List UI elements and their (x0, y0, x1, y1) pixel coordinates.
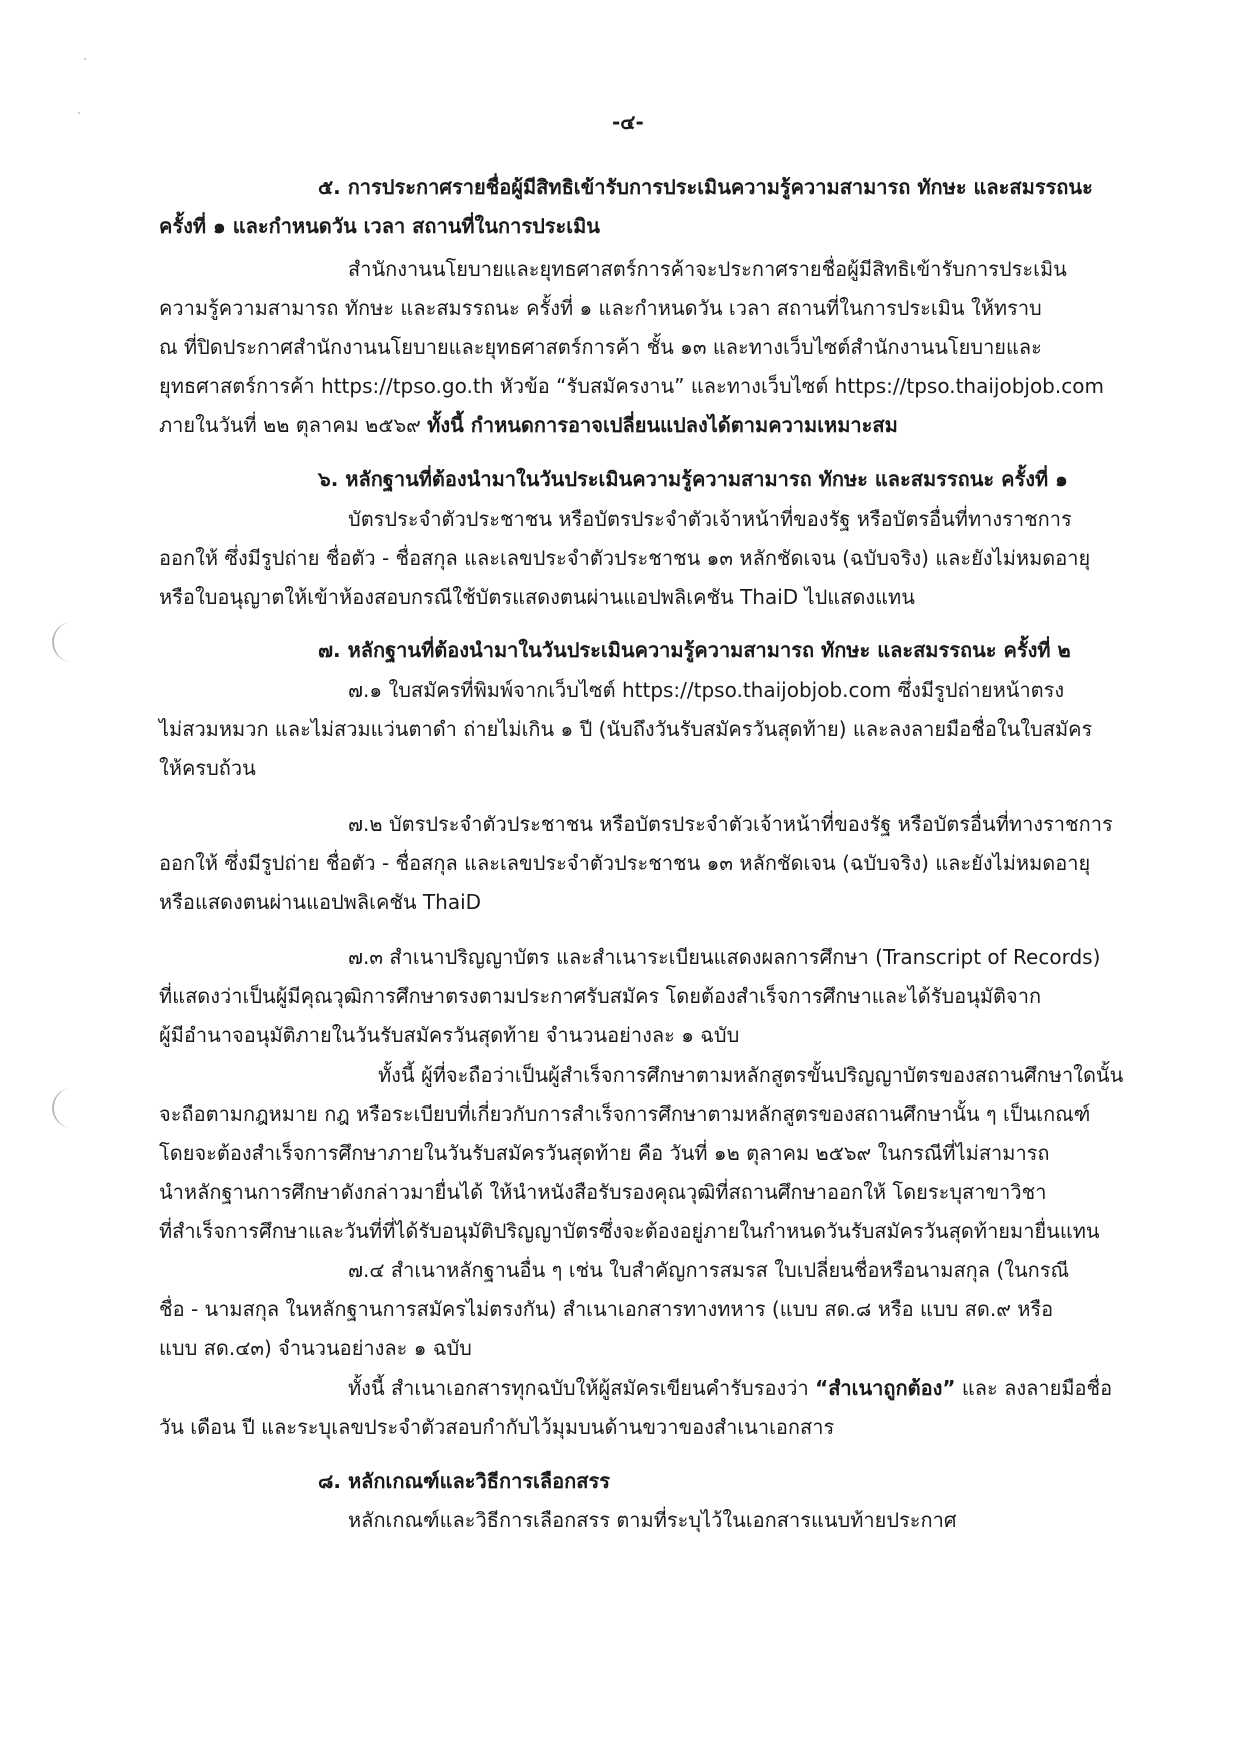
section-6-heading: ๖. หลักฐานที่ต้องนำมาในวันประเมินความรู้ความสามารถ ทักษะ และสมรรถนะ ครั้งที่ ๑ (318, 467, 1068, 491)
section-5-date-text: ภายในวันที่ ๒๒ ตุลาคม ๒๕๖๙ (159, 413, 428, 437)
item-7-1: ไม่สวมหมวก และไม่สวมแว่นตาดำ ถ่ายไม่เกิน ๑ ปี (นับถึงวันรับสมัครวันสุดท้าย) และลงลายมือชื่อในใบสมัคร (159, 717, 1093, 741)
punch-hole-mark (52, 1088, 76, 1128)
note-7-3: ที่สำเร็จการศึกษาและวันที่ที่ได้รับอนุมัติปริญญาบัตรซึ่งจะต้องอยู่ภายในกำหนดวันรับสมัครวันสุดท้ายมายื่นแทน (159, 1219, 1100, 1243)
section-5-heading-cont: ครั้งที่ ๑ และกำหนดวัน เวลา สถานที่ในการประเมิน (159, 214, 600, 238)
item-7-3: ผู้มีอำนาจอนุมัติภายในวันรับสมัครวันสุดท้าย จำนวนอย่างละ ๑ ฉบับ (159, 1023, 740, 1047)
section-8-heading: ๘. หลักเกณฑ์และวิธีการเลือกสรร (318, 1469, 610, 1493)
scan-speck (78, 112, 80, 114)
item-7-1: ให้ครบถ้วน (159, 756, 256, 780)
section-6-body: บัตรประจำตัวประชาชน หรือบัตรประจำตัวเจ้าหน้าที่ของรัฐ หรือบัตรอื่นที่ทางราชการ (348, 507, 1072, 531)
page-number: -๔- (612, 110, 644, 134)
item-7-3: ที่แสดงว่าเป็นผู้มีคุณวุฒิการศึกษาตรงตามประกาศรับสมัคร โดยต้องสำเร็จการศึกษาและได้รับอนุมัติจาก (159, 984, 1042, 1008)
section-5-heading: ๕. การประกาศรายชื่อผู้มีสิทธิเข้ารับการประเมินความรู้ความสามารถ ทักษะ และสมรรถนะ (318, 175, 1093, 199)
item-7-4: แบบ สด.๔๓) จำนวนอย่างละ ๑ ฉบับ (159, 1336, 472, 1360)
section-7-heading: ๗. หลักฐานที่ต้องนำมาในวันประเมินความรู้ความสามารถ ทักษะ และสมรรถนะ ครั้งที่ ๒ (318, 638, 1071, 662)
item-7-4: ๗.๔ สำเนาหลักฐานอื่น ๆ เช่น ใบสำคัญการสมรส ใบเปลี่ยนชื่อหรือนามสกุล (ในกรณี (348, 1258, 1070, 1282)
section-5-change-notice: ทั้งนี้ กำหนดการอาจเปลี่ยนแปลงได้ตามความเหมาะสม (427, 413, 898, 437)
item-7-2: ๗.๒ บัตรประจำตัวประชาชน หรือบัตรประจำตัวเจ้าหน้าที่ของรัฐ หรือบัตรอื่นที่ทางราชการ (348, 812, 1113, 836)
certified-copy-phrase: “สำเนาถูกต้อง” (815, 1376, 956, 1400)
section-5-body: ความรู้ความสามารถ ทักษะ และสมรรถนะ ครั้งที่ ๑ และกำหนดวัน เวลา สถานที่ในการประเมิน ให้ทราบ (159, 296, 1042, 320)
note-final: วัน เดือน ปี และระบุเลขประจำตัวสอบกำกับไว้มุมบนด้านขวาของสำเนาเอกสาร (159, 1415, 835, 1439)
section-6-body: หรือใบอนุญาตให้เข้าห้องสอบกรณีใช้บัตรแสดงตนผ่านแอปพลิเคชัน ThaiD ไปแสดงแทน (159, 585, 915, 609)
section-8-body: หลักเกณฑ์และวิธีการเลือกสรร ตามที่ระบุไว้ในเอกสารแนบท้ายประกาศ (348, 1508, 957, 1532)
section-5-body: ณ ที่ปิดประกาศสำนักงานนโยบายและยุทธศาสตร์การค้า ชั้น ๑๓ และทางเว็บไซต์สำนักงานนโยบายและ (159, 335, 1042, 359)
section-5-body-last (159, 411, 898, 439)
item-7-1: ๗.๑ ใบสมัครที่พิมพ์จากเว็บไซต์ https://tpso.thaijobjob.com ซึ่งมีรูปถ่ายหน้าตรง (348, 678, 1065, 702)
note-7-3: โดยจะต้องสำเร็จการศึกษาภายในวันรับสมัครวันสุดท้าย คือ วันที่ ๑๒ ตุลาคม ๒๕๖๙ ในกรณีที่ไม่สามารถ (159, 1141, 1050, 1165)
item-7-3: ๗.๓ สำเนาปริญญาบัตร และสำเนาระเบียนแสดงผลการศึกษา (Transcript of Records) (348, 945, 1101, 969)
item-7-4: ชื่อ - นามสกุล ในหลักฐานการสมัครไม่ตรงกัน) สำเนาเอกสารทางทหาร (แบบ สด.๘ หรือ แบบ สด.๙ หรือ (159, 1297, 1054, 1321)
section-5-body: ยุทธศาสตร์การค้า https://tpso.go.th หัวข้อ “รับสมัครงาน” และทางเว็บไซต์ https://tpso.thaijobjob.com (159, 374, 1104, 398)
note-final (348, 1374, 1112, 1402)
item-7-2: ออกให้ ซึ่งมีรูปถ่าย ชื่อตัว - ชื่อสกุล และเลขประจำตัวประชาชน ๑๓ หลักชัดเจน (ฉบับจริง) และยังไม่หมดอายุ (159, 851, 1091, 875)
punch-hole-mark (52, 622, 76, 662)
section-5-body: สำนักงานนโยบายและยุทธศาสตร์การค้าจะประกาศรายชื่อผู้มีสิทธิเข้ารับการประเมิน (348, 257, 1067, 281)
scan-speck (84, 58, 86, 60)
note-7-3: นำหลักฐานการศึกษาดังกล่าวมายื่นได้ ให้นำหนังสือรับรองคุณวุฒิที่สถานศึกษาออกให้ โดยระบุสาขาวิชา (159, 1180, 1047, 1204)
note-final-text: และ ลงลายมือชื่อ (955, 1376, 1113, 1400)
item-7-2: หรือแสดงตนผ่านแอปพลิเคชัน ThaiD (159, 890, 482, 914)
note-final-text: ทั้งนี้ สำเนาเอกสารทุกฉบับให้ผู้สมัครเขียนคำรับรองว่า (348, 1376, 816, 1400)
section-6-body: ออกให้ ซึ่งมีรูปถ่าย ชื่อตัว - ชื่อสกุล และเลขประจำตัวประชาชน ๑๓ หลักชัดเจน (ฉบับจริง) และยังไม่หมดอายุ (159, 546, 1091, 570)
note-7-3: จะถือตามกฎหมาย กฎ หรือระเบียบที่เกี่ยวกับการสำเร็จการศึกษาตามหลักสูตรของสถานศึกษานั้น ๆ เป็นเกณฑ์ (159, 1102, 1091, 1126)
note-7-3: ทั้งนี้ ผู้ที่จะถือว่าเป็นผู้สำเร็จการศึกษาตามหลักสูตรขั้นปริญญาบัตรของสถานศึกษาใดนั้น (378, 1063, 1124, 1087)
